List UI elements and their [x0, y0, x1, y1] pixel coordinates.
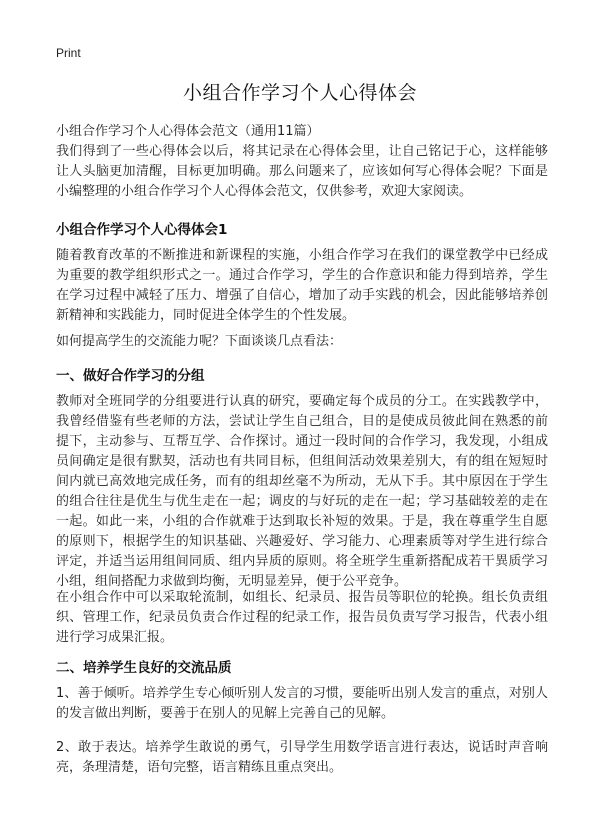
subheading-communication: 二、培养学生良好的交流品质: [56, 660, 232, 676]
communication-paragraph-2: 2、敢于表达。培养学生敢说的勇气，引导学生用数学语言进行表达，说话时声音响亮，条理清楚，语句完整，语言精练且重点突出。: [56, 740, 548, 775]
communication-paragraph-1: 1、善于倾听。培养学生专心倾听别人发言的习惯，要能听出别人发言的重点，对别人的发言做出判断，要善于在别人的见解上完善自己的见解。: [56, 686, 548, 721]
print-link[interactable]: Print: [56, 46, 81, 60]
page-subtitle: 小组合作学习个人心得体会范文（通用11篇）: [56, 124, 320, 139]
intro-paragraph: 我们得到了一些心得体会以后，将其记录在心得体会里，让自己铭记于心，这样能够让人头脑更加清醒，目标更加明确。那么问题来了，应该如何写心得体会呢？下面是小编整理的小组合作学习个人心得体会范文，仅供参考，欢迎大家阅读。: [56, 144, 548, 199]
grouping-paragraph-2: 在小组合作中可以采取轮流制，如组长、纪录员、报告员等职位的轮换。组长负责组织、管理工作，纪录员负责合作过程的纪录工作，报告员负责写学习报告，代表小组进行学习成果汇报。: [56, 590, 548, 645]
section-heading-1: 小组合作学习个人心得体会1: [56, 222, 228, 238]
subheading-grouping: 一、做好合作学习的分组: [56, 368, 205, 384]
page-title: 小组合作学习个人心得体会: [182, 82, 417, 104]
question-paragraph: 如何提高学生的交流能力呢？下面谈谈几点看法：: [56, 334, 343, 349]
grouping-paragraph-1: 教师对全班同学的分组要进行认真的研究，要确定每个成员的分工。在实践教学中，我曾经借鉴有些老师的方法，尝试让学生自己组合，目的是使成员彼此间在熟悉的前提下，主动参与、互帮互学、合作探讨。通过一段时间的合作学习，我发现，小组成员间确定是很有默契，活动也有共同目标，但组间活动效果差别大，有的组在短短时间内就已高效地完成任务，而有的组却丝毫不为所动，无从下手。其中原因在于学生的组合往往是优生与优生走在一起；调皮的与好玩的走在一起；学习基础较差的走在一起。如此一来，小组的合作就难于达到取长补短的效果。于是，我在尊重学生自愿的原则下，根据学生的知识基础、兴趣爱好、学习能力、心理素质等对学生进行综合评定，并适当运用组间同质、组内异质的原则。将全班学生重新搭配成若干異质学习小组，组间搭配力求做到均衡，无明显差异，便于公平竞争。: [56, 394, 548, 589]
section1-paragraph: 随着教育改革的不断推进和新课程的实施，小组合作学习在我们的课堂教学中已经成为重要的教学组织形式之一。通过合作学习，学生的合作意识和能力得到培养，学生在学习过程中减轻了压力、增强了自信心，增加了动手实践的机会，因此能够培养创新精神和实践能力，同时促进全体学生的个性发展。: [56, 248, 548, 323]
